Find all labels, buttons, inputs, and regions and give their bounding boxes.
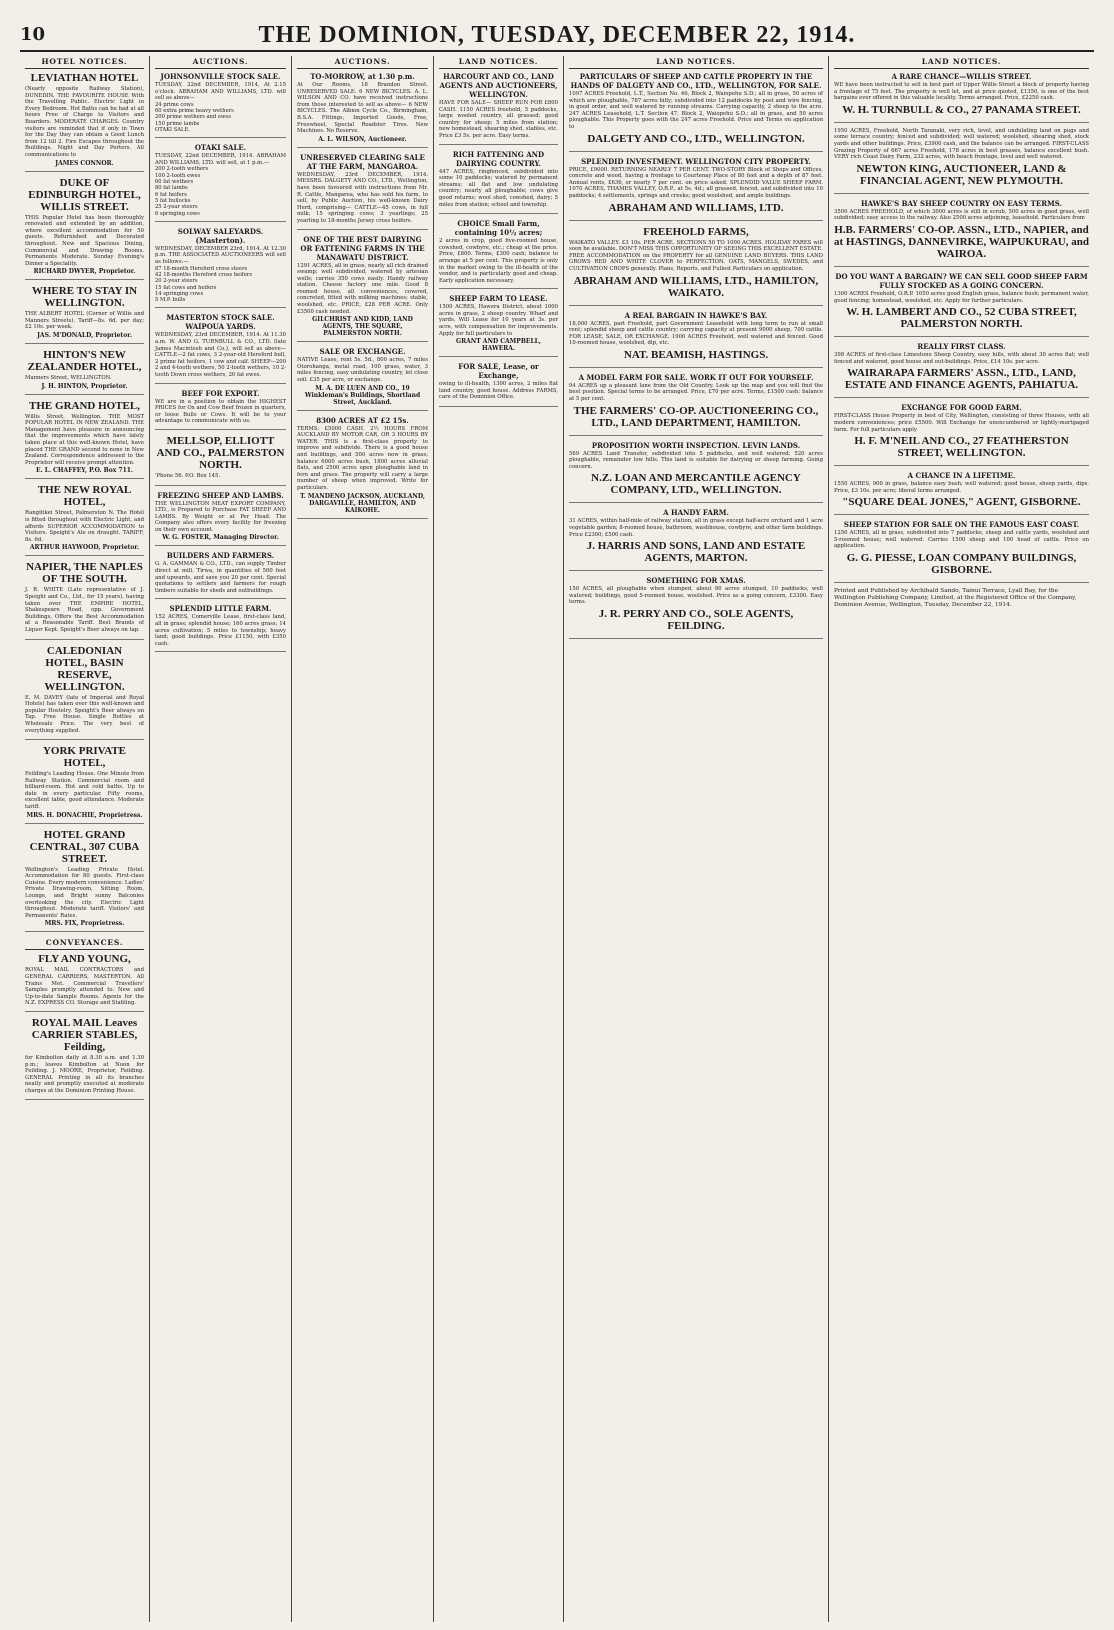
ad-title: HAWKE'S BAY SHEEP COUNTRY ON EASY TERMS. xyxy=(860,198,1063,208)
land-ad xyxy=(439,294,558,357)
ad-title: YORK PRIVATE HOTEL, xyxy=(42,745,127,770)
ad-body: At Our Rooms, 18 Brandon Street. UNRESERVED SALE. 6 NEW BICYCLES. A. L. WILSON AND CO. have received instructions from those interested to sell as above— 6 NEW BICYCLES. The Albion Cycle Co., Birmingham, B.S.A. Fittings, Imported Goods, Free, Freewheel, Special Roadster Tires. New Machines. No Reserve. xyxy=(297,82,428,135)
ad-body: Feilding's Leading House. One Minute from Railway Station. Commercial room and billiard-room. Hot and cold baths. Up to date in every particular. Fifty rooms, excellent table, good attendance. Moderate tariff. xyxy=(25,771,144,811)
land-ad xyxy=(439,219,558,289)
stock-line: 150 prime lambs xyxy=(155,120,200,127)
ad-advertiser: "SQUARE DEAL JONES," AGENT, GISBORNE. xyxy=(842,496,1081,509)
auction-ad xyxy=(155,551,286,599)
newspaper-title: THE DOMINION, TUESDAY, DECEMBER 22, 1914. xyxy=(258,22,856,48)
land-ad xyxy=(569,226,823,306)
ad-advertiser: W. H. LAMBERT AND CO., 52 CUBA STREET, PALMERSTON NORTH. xyxy=(846,306,1077,331)
ad-title: FREEZING SHEEP AND LAMBS. xyxy=(157,490,284,500)
column-auctions-2 xyxy=(292,56,434,1622)
column-land-notices-wide xyxy=(564,56,829,1622)
conveyance-ad xyxy=(25,953,144,1012)
stock-line: 20 2-year steers xyxy=(155,278,198,285)
hotel-ad xyxy=(25,645,144,741)
printer-imprint: Printed and Published by Archibald Sando, Tainui Terrace, Lyall Bay, for the Wellington Publishing Company, Limited, at the Registered Office of the Company, Dominion Avenue, Wellington, Tuesday, December 22, 1914. xyxy=(834,588,1077,609)
ad-body: 1550 ACRES, 900 in grass, balance easy bush; well watered; good house, sheep yards, dips. Price, £3 10s. per acre; liberal terms arranged. xyxy=(834,481,1089,494)
ad-body: WEDNESDAY, 23rd DECEMBER, 1914. At 11.30 a.m. W. AND G. TURNBULL & CO., LTD. (late James Macintosh and Co.), will sell as above— CATTLE—2 fat cows, 3 2-year-old Hereford bull, 2 prime fat heifers, 1 cow and calf. SHEEP—200 2 and 4-tooth wethers, 50 2-tooth wethers, 10 2-tooth Down cross wethers, 20 fat ewes. xyxy=(155,332,286,378)
land-ad xyxy=(834,403,1089,466)
auction-ad xyxy=(155,72,286,138)
ad-body: 1300 ACRES Freehold, O.R.P. 1050 acres good English grass, balance bush; permanent water, good fencing; homestead, woolshed, etc. Apply for further particulars. xyxy=(834,290,1089,304)
land-ad xyxy=(569,311,823,368)
stock-list xyxy=(155,102,286,133)
ad-body: 1500 ACRES, Hawera District, about 1000 acres in grass, 2 sheep country. Wharf and yards. Will Lease for 10 years at 3s. per acre, with compensation for improvements. Apply for full particulars to xyxy=(439,304,558,337)
ad-title: A CHANCE IN A LIFETIME. xyxy=(907,471,1016,481)
column-auctions xyxy=(150,56,292,1622)
ad-body: J. R. WHITE (Late representative of J. Speight and Co., Ltd., for 15 years), having taken over THE EMPIRE HOTEL, Shakespeare Road, opp. Government Buildings, Offers the Best Accommodation at a Reasonable Tariff. Best Brands of Liquor Kept. Speight's Beer always on tap. xyxy=(25,587,144,633)
ad-body: WEDNESDAY, DECEMBER 23rd, 1914. At 12.30 p.m. THE ASSOCIATED AUCTIONEERS will sell as follows:— xyxy=(155,245,286,266)
ad-title: REALLY FIRST CLASS. xyxy=(917,342,1006,352)
auction-ad xyxy=(155,143,286,222)
ad-title: ROYAL MAIL Leaves CARRIER STABLES, Feilding, xyxy=(31,1016,138,1053)
column-land-notices-right xyxy=(829,56,1094,1622)
ad-body: WE have been instructed to sell in best part of Upper Willis Street a block of property having a frontage of 75 feet. The property is well let, and at price quoted, £1350, is one of the best bargains ever offered in this valuable locality. Terms arranged. Price, £2250 cash. xyxy=(834,82,1089,102)
ad-title: A MODEL FARM FOR SALE. WORK IT OUT FOR YOURSELF. xyxy=(578,372,814,382)
land-ad xyxy=(834,199,1089,267)
ad-signature: MRS. H. DONACHIE, Proprietress. xyxy=(26,811,143,819)
column-header: LAND NOTICES. xyxy=(834,56,1089,69)
stock-line: 15 fat cows and heifers xyxy=(155,284,217,291)
auction-ad xyxy=(297,416,428,519)
ad-advertiser: W. H. TURNBULL & CO., 27 PANAMA STREET. xyxy=(842,103,1081,116)
auction-ad xyxy=(297,72,428,148)
ad-title: DO YOU WANT A BARGAIN? WE CAN SELL GOOD SHEEP FARM FULLY STOCKED AS A GOING CONCERN. xyxy=(835,271,1088,290)
ad-signature: GILCHRIST AND KIDD, LAND AGENTS, THE SQUARE, PALMERSTON NORTH. xyxy=(312,316,413,338)
hotel-ad xyxy=(25,484,144,556)
ad-title: DUKE OF EDINBURGH HOTEL, WILLIS STREET. xyxy=(28,176,141,213)
ad-title: OTAKI SALE. xyxy=(194,143,247,153)
stock-line: 87 18-month Hereford cross steers xyxy=(155,265,248,272)
ad-title: WHERE TO STAY IN WELLINGTON. xyxy=(31,285,138,310)
ad-advertiser: J. R. PERRY AND CO., SOLE AGENTS, FEILDING. xyxy=(598,608,794,632)
ad-advertiser: DALGETY AND CO., LTD., WELLINGTON. xyxy=(587,132,805,145)
ad-title: NAPIER, THE NAPLES OF THE SOUTH. xyxy=(26,561,143,586)
ad-body: HAVE FOR SALE— SHEEP RUN FOR £800 CASH. 1150 ACRES freehold, 5 paddocks, large wooled country, all grassed; good country for sheep; 5 miles from station; new homestead, shearing shed, stables, etc. Price £3 5s. per acre. Easy terms. xyxy=(439,100,558,139)
columns xyxy=(20,56,1094,1622)
ad-title: SOMETHING FOR XMAS. xyxy=(646,576,746,586)
ad-title: ONE OF THE BEST DAIRYING OR FATTENING FARMS IN THE MANAWATU DISTRICT. xyxy=(300,234,425,262)
masthead xyxy=(20,22,1094,52)
hotel-ad xyxy=(25,72,144,172)
ad-advertiser: NAT. BEAMISH, HASTINGS. xyxy=(623,348,769,361)
stock-line: OTAKI SALE. xyxy=(155,126,190,133)
hotel-ad xyxy=(25,561,144,639)
auction-ad xyxy=(155,491,286,547)
ad-title: LEVIATHAN HOTEL xyxy=(30,72,139,84)
column-header: LAND NOTICES. xyxy=(569,56,823,69)
ad-body: Rangitikei Street, Palmerston N. The Hotel is fitted throughout with Electric Light, and affords SUPERIOR ACCOMMODATION to Visitors. Speight's Ale on draught. TARIFF, 8s. 6d. xyxy=(25,510,144,543)
land-ad xyxy=(569,441,823,504)
ad-body: 3500 ACRES FREEHOLD, of which 3000 acres is still in scrub, 500 acres in good grass, well subdivided; easy access to the railway. Also 2500 acres adjoining, leasehold. Particulars from xyxy=(834,208,1089,222)
ad-body: 569 ACRES Land Transfer, subdivided into 5 paddocks, and well watered; 520 acres ploughable, remainder low hills. This land is suitable for dairying or sheep farming. Going concern. xyxy=(569,450,823,470)
ad-advertiser: THE FARMERS' CO-OP. AUCTIONEERING CO., LTD., LAND DEPARTMENT, HAMILTON. xyxy=(573,404,819,429)
ad-advertiser: N.Z. LOAN AND MERCANTILE AGENCY COMPANY, LTD., WELLINGTON. xyxy=(591,472,801,497)
ad-title: FREEHOLD FARMS, xyxy=(643,225,749,238)
stock-line: 60 extra prime heavy wethers xyxy=(155,108,234,115)
ad-title: A REAL BARGAIN IN HAWKE'S BAY. xyxy=(624,310,768,320)
ad-signature: T. MANDENO JACKSON, AUCKLAND, DARGAVILLE, HAMILTON, AND KAIKOHE. xyxy=(300,492,425,514)
ad-title: UNRESERVED CLEARING SALE AT THE FARM, MANGAROA. xyxy=(300,152,425,171)
ad-signature: E. L. CHAFFEY, P.O. Box 711. xyxy=(35,467,134,475)
ad-advertiser: H.B. FARMERS' CO-OP. ASSN., LTD., NAPIER, and at HASTINGS, DANNEVIRKE, WAIPUKURAU, and WAIROA. xyxy=(834,223,1089,260)
ad-title: BEEF FOR EXPORT. xyxy=(181,388,260,398)
land-ad xyxy=(834,128,1089,194)
stock-line: 80 fat lambs xyxy=(155,185,188,192)
stock-line: 100 2-tooth ewes xyxy=(155,172,201,179)
beef-export-ad xyxy=(155,435,286,486)
ad-body: G. A. GAMMAN & CO., LTD., can supply Timber direct at mill. Tirwa, in quantities of 500 feet and upwards, and save you 20 per cent. Special quotations to settlers and farmers for rough timbers suitable for sheds and outbuildings. xyxy=(155,561,286,594)
hotel-ad xyxy=(25,285,144,344)
stock-line: 6 fat heifers xyxy=(155,191,187,198)
ad-title: THE NEW ROYAL HOTEL, xyxy=(37,484,132,509)
ad-body: 1097 ACRES Freehold, L.T., Section No. 46, Block 2, Waiopehu S.D.; all in grass, 50 acres of which are ploughable, 787 acres hilly; subdivided into 12 paddocks by post and wire fencing, in good order, and well watered by running streams. Carrying capacity, 2 sheep to the acre. 247 ACRES Leasehold, L.T. Section 47, Block 2, Waiopehu S.D.; all in grass, and 50 acres ploughable. This Property goes with the 247 acres Freehold. Price and Terms on application to xyxy=(569,91,823,130)
ad-title: SPLENDID INVESTMENT. WELLINGTON CITY PROPERTY. xyxy=(581,156,811,166)
ad-body: 447 ACRES, ringfenced, subdivided into some 10 paddocks; watered by permanent streams; all flat and low undulating country; nearly all ploughable; cows give good returns; wool shed, cowshed, dairy; 5 miles from station; school and township. xyxy=(439,168,558,208)
ad-advertiser: J. HARRIS AND SONS, LAND AND ESTATE AGENTS, MARTON. xyxy=(586,540,806,565)
ad-signature: GRANT AND CAMPBELL, HAWERA. xyxy=(456,338,541,353)
ad-title: SPLENDID LITTLE FARM. xyxy=(169,604,272,614)
ad-signature: M. A. DE LUEN AND CO., 19 Winkleman's Buildings, Shortland Street, Auckland. xyxy=(304,384,421,406)
page-number: 10 xyxy=(20,24,46,45)
ad-body: FIRST-CLASS House Property in best of City, Wellington, consisting of three Houses, with all modern conveniences; price £5500. Will Exchange for unencumbered or lightly-mortgaged farm. For full particulars apply xyxy=(834,413,1089,433)
ad-body: WAIKATO VALLEY. £3 10s. PER ACRE. SECTIONS 50 TO 1000 ACRES. HOLIDAY FARES will soon be available. DON'T MISS THIS OPPORTUNITY OF SEEING THIS EXCELLENT ESTATE. FREE ACCOMMODATION on the PROPERTY for all GENUINE LAND BUYERS. THIS LAND GROWS RED AND WHITE CLOVER to PERFECTION. OATS, MANGELS, SWEDES, and CULTIVATION CROPS generally. Plans, Reports, and Fullest Particulars on application. xyxy=(569,239,823,272)
land-ad xyxy=(834,520,1089,583)
ad-title: MASTERTON STOCK SALE. WAIPOUA YARDS. xyxy=(166,313,275,332)
ad-title: CALEDONIAN HOTEL, BASIN RESERVE, WELLINGTON. xyxy=(44,644,125,693)
land-ad xyxy=(439,72,558,145)
ad-signature: ARTHUR HAYWOOD, Proprietor. xyxy=(29,544,140,552)
ad-body: 1291 ACRES, all in grass, nearly all rich drained swamp; well subdivided, watered by artesian wells; carries 350 cows easily. Handy railway station. Cheese factory one mile. Good 8 roomed house, all conveniences, covered, concreted, fitted with milking machines; stable, woolshed, etc. PRICE, £28 PER ACRE. Only £3500 cash needed. xyxy=(297,262,428,315)
land-ad xyxy=(834,72,1089,123)
ad-title: 8300 ACRES AT £2 15s. xyxy=(316,415,409,425)
stock-line: 200 prime wethers and ewes xyxy=(155,114,232,121)
ad-body: Manners Street, WELLINGTON. xyxy=(25,375,112,382)
stock-line: 25 2-year steers xyxy=(155,204,198,211)
stock-line: 6 springing cows xyxy=(155,210,200,217)
land-ad xyxy=(834,471,1089,515)
land-ad xyxy=(569,576,823,639)
land-ad xyxy=(569,157,823,221)
stock-line: 14 springing cows xyxy=(155,290,204,297)
land-ad xyxy=(439,150,558,215)
ad-body: 94 ACRES up a pleasant lane from the Old Country. Look up the map and you will find the best position. Special terms to be arranged. Price, £70 per acre. Terms, £1500 cash; balance at 5 per cent. xyxy=(569,382,823,403)
ad-body: ROYAL MAIL CONTRACTORS and GENERAL CARRIERS, MASTERTON. All Trains Met. Commercial Travellers' Samples promptly attended to. New and Up-to-date Sample Rooms. Agents for the N.Z. EXPRESS CO. Storage and Stabling. xyxy=(25,967,144,1007)
ad-advertiser: ABRAHAM AND WILLIAMS, LTD., HAMILTON, WAIKATO. xyxy=(573,274,819,299)
auction-ad xyxy=(155,604,286,652)
ad-body: THE WELLINGTON MEAT EXPORT COMPANY, LTD., is Prepared to Purchase FAT SHEEP AND LAMBS. By Weight or at Per Head. The Company also offers every facility for freezing on their own account. xyxy=(155,500,286,533)
ad-signature: J. H. HINTON, Proprietor. xyxy=(41,382,128,390)
ad-title: HINTON'S NEW ZEALANDER HOTEL, xyxy=(27,349,142,374)
ad-body: THE ALBERT HOTEL (Corner of Willis and Manners Streets). Tariff—8s. 6d. per day; £2 10s. per week. xyxy=(25,311,144,331)
hotel-ad xyxy=(25,829,144,933)
ad-body: WE are in a position to obtain the HIGHEST PRICES for Ox and Cow Beef frozen in quarters, or loose Bulls or Cows. It will be to your advantage to communicate with us. xyxy=(155,398,286,425)
ad-body: TUESDAY, 22nd DECEMBER, 1914. ABRAHAM AND WILLIAMS, LTD. will sell, at 1 p.m.— xyxy=(155,153,286,166)
ad-title: BUILDERS AND FARMERS. xyxy=(166,551,275,561)
ad-title: SOLWAY SALEYARDS. (Masterton). xyxy=(177,226,264,245)
ad-body: TUESDAY, 22nd DECEMBER, 1914, At 2.15 o'clock. ABRAHAM AND WILLIAMS, LTD. will sell as above— xyxy=(155,82,286,102)
ad-body: 2 acres in crop, good five-roomed house, cowshed, cowbyre, etc.; cheap at the price. Price, £800. Terms, £300 cash; balance to arrange at 5 per cent. This property is only in the market owing to the ill-health of the vendor, and is particularly good and cheap. Early application necessary. xyxy=(439,238,558,284)
ad-advertiser: WAIRARAPA FARMERS' ASSN., LTD., LAND, ESTATE AND FINANCE AGENTS, PAHIATUA. xyxy=(844,367,1079,392)
ad-body: 31 ACRES, within half-mile of railway station, all in grass except half-acre orchard and 1 acre vegetable garden; 8-roomed house, bathroom, washhouse, cowbyre, and other farm buildings. Price £2300; £500 cash. xyxy=(569,518,823,538)
section-header: CONVEYANCES. xyxy=(25,937,144,950)
ad-title: SHEEP FARM TO LEASE. xyxy=(449,294,548,304)
ad-title: JOHNSONVILLE STOCK SALE. xyxy=(160,72,281,81)
ad-body: owing to ill-health, 1300 acres, 2 miles flat land country, good house. Address FARMS, care of the Dominion Office. xyxy=(439,381,558,401)
ad-signature: A. L. WILSON, Auctioneer. xyxy=(318,135,407,143)
stock-line: 24 prime cows xyxy=(155,101,194,108)
stock-line: 42 18-months Hereford cross heifers xyxy=(155,271,253,278)
column-header: AUCTIONS. xyxy=(155,56,286,69)
land-ad xyxy=(834,342,1089,398)
auction-ad xyxy=(155,313,286,383)
ad-body: Willis Street, Wellington. THE MOST POPULAR HOTEL IN NEW ZEALAND. THE Management have pleasure in announcing that the improvements which have lately taken place at this well-known Hotel, have placed THE GRAND second to none in New Zealand. Correspondence addressed to the Proprietor will receive prompt attention. xyxy=(25,413,144,466)
ad-body: 152 ACRES, Comerville Lease, first-class land, all in grass; splendid house; 160 acres grass; 14 acres cultivation; 5 miles to township; heavy land; good buildings. Price £1150, with £350 cash. xyxy=(155,614,286,647)
hotel-ad xyxy=(25,349,144,395)
land-ad xyxy=(569,508,823,571)
hotel-ad xyxy=(25,177,144,281)
ad-signature: W. G. FOSTER, Managing Director. xyxy=(162,534,279,542)
conveyance-ad xyxy=(25,1017,144,1100)
ad-body: NATIVE Lease, rent 5s. 5d., 800 acres, 7 miles Otorohanga, metal road, 100 grass, water, 3 miles fencing, easy undulating country, let close soil. £35 per acre, or exchange. xyxy=(297,357,428,384)
ad-title: CHOICE Small Farm, containing 10½ acres; xyxy=(454,219,543,238)
ad-title: A RARE CHANCE—WILLIS STREET. xyxy=(891,72,1032,81)
ad-signature: JAS. M'DONALD, Proprietor. xyxy=(37,332,132,340)
ad-signature: JAMES CONNOR. xyxy=(55,159,114,167)
ad-title: HOTEL GRAND CENTRAL, 307 CUBA STREET. xyxy=(29,828,140,865)
ad-body: WEDNESDAY, 23rd DECEMBER, 1914. MESSRS. DALGETY AND CO., LTD., Wellington, have been favoured with instructions from Mr. R. Cattle, Mangaroa, who has sold his farm, to sell, by Public Auction, his well-known Dairy Herd, comprising— CATTLE—45 cows, in full milk; 15 springing cows; 3 yearlings; 25 yearling to 18-months Jersey cross heifers. xyxy=(297,171,428,224)
ad-title: THE GRAND HOTEL, xyxy=(29,399,140,412)
ad-body: (Nearly opposite Railway Station), DUNEDIN. THE FAVOURITE HOUSE With the Travelling Public. Electric Light in Every Bedroom. Hot Baths can be had at all hours Free of Charge to Visitors and Boarders. MODERATE CHARGES. Country visitors are reminded that if only in Town for the Day they can obtain a Good Lunch from 12 till 2. Fire Escapes throughout the Buildings. Night and Day Porters. All communications to xyxy=(25,86,144,158)
ad-signature: MRS. FIX, Proprietress. xyxy=(44,920,125,928)
ad-body: for Kimbolton daily at 8.30 a.m. and 1.30 p.m.; leaves Kimbolton at Noon for Feilding. J. MOORE, Proprietor, Feilding. GENERAL Printing in all its branches neatly and promptly executed at moderate charges at the Dominion Printing House. xyxy=(25,1054,144,1094)
land-ad xyxy=(569,72,823,152)
ad-body: 150 ACRES, all ploughable when stumped, about 80 acres stumped, 10 paddocks, well watered; buildings, good 5-roomed house, woolshed. Price as a going concern, £3300. Easy terms. xyxy=(569,586,823,606)
ad-title: A HANDY FARM. xyxy=(663,508,729,518)
stock-list xyxy=(155,166,286,216)
ad-body: E. M. DAVEY (late of Imperial and Royal Hotels) has taken over this well-known and popular Hostelry. Speight's Beer always on Tap. Free House. Single Bottles at Wholesale Price. The very best of everything supplied. xyxy=(25,694,144,734)
land-ad xyxy=(569,373,823,436)
land-ad xyxy=(834,272,1089,337)
ad-title: FLY AND YOUNG, xyxy=(38,953,131,966)
hotel-ad xyxy=(25,745,144,824)
hotel-ad xyxy=(25,400,144,480)
column-land-notices xyxy=(434,56,564,1622)
column-header: LAND NOTICES. xyxy=(439,56,558,69)
ad-title: HARCOURT AND CO., LAND AGENTS AND AUCTIONEERS, WELLINGTON. xyxy=(439,72,558,99)
ad-body: 1250 ACRES, all in grass, subdivided into 7 paddocks, sheep and cattle yards, woolshed and 5-roomed house; well watered. Carries 1500 sheep and 100 head of cattle. Price on application. xyxy=(834,530,1089,550)
ad-advertiser: H. F. M'NEIL AND CO., 27 FEATHERSTON STREET, WELLINGTON. xyxy=(854,435,1069,460)
ad-title: TO-MORROW, at 1.30 p.m. xyxy=(310,72,415,81)
ad-body: 398 ACRES of first-class Limestone Sheep Country, easy hills, with about 30 acres flat; well fenced and watered, good house and out-buildings. Price, £14 10s. per acre. xyxy=(834,352,1089,365)
ad-body: 18,000 ACRES, part Freehold, part Government Leasehold with long term to run at small rent; splendid sheep and cattle country; carrying capacity at present 9000 sheep, 700 cattle. FOR LEASE, SALE, OR EXCHANGE. 1900 ACRES Freehold, well watered and fenced. Good 10-roomed house, woolshed, dip, etc. xyxy=(569,320,823,347)
ad-title: SALE OR EXCHANGE. xyxy=(319,347,406,357)
ad-title: RICH FATTENING AND DAIRYING COUNTRY. xyxy=(452,149,545,168)
ad-title: EXCHANGE FOR GOOD FARM. xyxy=(901,403,1022,413)
ad-body: Wellington's Leading Private Hotel. Accommodation for 80 guests. First-class Cuisine. Every modern convenience. Ladies' Private Drawing-room, Sitting Room, Lounge, and Bright sunny Balconies overlooking the city. Electric Light throughout. Moderate tariff. Visitors' and Permanents' Rates. xyxy=(25,866,144,919)
ad-title: SHEEP STATION FOR SALE ON THE FAMOUS EAST COAST. xyxy=(843,520,1080,530)
ad-body: TERMS: £5000 CASH. 2½ HOURS FROM AUCKLAND BY MOTOR CAR, OR 3 HOURS BY WATER. THIS is a first-class property to improve and subdivide. There is a good house and buildings, and 500 acres now in grass; balance 6000 acres bush, 1800 acres alluvial flats, and 2500 acres open ploughable land in fern and grass. The property will carry a large number of sheep when improved. Write for particulars. xyxy=(297,425,428,491)
ad-title: PARTICULARS OF SHEEP AND CATTLE PROPERTY IN THE HANDS OF DALGETY AND CO., LTD., WELLINGTON, FOR SALE. xyxy=(570,72,822,90)
ad-advertiser: ABRAHAM AND WILLIAMS, LTD. xyxy=(608,201,784,214)
auction-ad xyxy=(297,235,428,343)
auction-ad xyxy=(297,347,428,410)
auction-ad xyxy=(155,227,286,309)
ad-title: FOR SALE, Lease, or Exchange, xyxy=(458,362,539,381)
ad-advertiser: NEWTON KING, AUCTIONEER, LAND & FINANCIAL AGENT, NEW PLYMOUTH. xyxy=(856,162,1067,187)
ad-advertiser: G. G. PIESSE, LOAN COMPANY BUILDINGS, GISBORNE. xyxy=(846,552,1077,577)
column-header: AUCTIONS. xyxy=(297,56,428,69)
auction-ad xyxy=(155,389,286,430)
stock-list xyxy=(155,266,286,304)
land-ad xyxy=(439,362,558,407)
stock-line: 200 2-tooth wethers xyxy=(155,166,209,173)
stock-line: 60 fat wethers xyxy=(155,179,194,186)
stock-line: 5 fat bullocks xyxy=(155,197,191,204)
ad-body: 1950 ACRES, Freehold, North Taranaki, very rich, level, and undulating land on pugs and some terrace country; fenced and subdivided; well watered; woolshed, shearing shed, stock yards and other buildings. Price, £3900 cash, and the balance can be arranged. FIRST-CLASS Grazing Property of 667 acres Freehold, 178 acres in best grasses, balance excellent bush. VERY rich Coast Dairy Farm, 232 acres, with beach frontage, level and well watered. xyxy=(834,127,1089,161)
ad-title: PROPOSITION WORTH INSPECTION. LEVIN LANDS. xyxy=(591,440,801,450)
ad-signature: RICHARD DWYER, Proprietor. xyxy=(33,268,136,276)
ad-body: THIS Popular Hotel has been thoroughly renovated and extended by an addition, where excellent accommodation for 50 guests. Refurnished and Decorated throughout. New and Spacious Dining, Commercial and Drawing Rooms. Permanents Moderate. Sunday Evening's Dinner a Speciality. xyxy=(25,214,144,267)
ad-body: 'Phone 56. P.O. Box 145. xyxy=(155,472,221,479)
ad-title: MELLSOP, ELLIOTT AND CO., PALMERSTON NORTH. xyxy=(156,434,285,471)
ad-body: PRICE, £9000. RETURNING NEARLY 7 PER CENT. TWO-STORY Block of Shops and Offices, concrete and wood, having a frontage to Courtenay Place of 80 feet and a depth of 87 feet. Annual rents, £636, or nearly 7 per cent. on price asked. SPLENDID VALUE SHEEP FARM. 1070 ACRES, THAMES VALLEY, O.R.P., at 5s. 4d.; all grassed, fenced, and subdivided into 10 paddocks; 4 settlements, springs and creeks; good woolshed, and ample buildings. xyxy=(569,166,823,199)
column-header: HOTEL NOTICES. xyxy=(25,56,144,69)
column-hotel-notices xyxy=(20,56,150,1622)
stock-line: 5 M.P. bulls xyxy=(155,297,186,304)
auction-ad xyxy=(297,153,428,230)
